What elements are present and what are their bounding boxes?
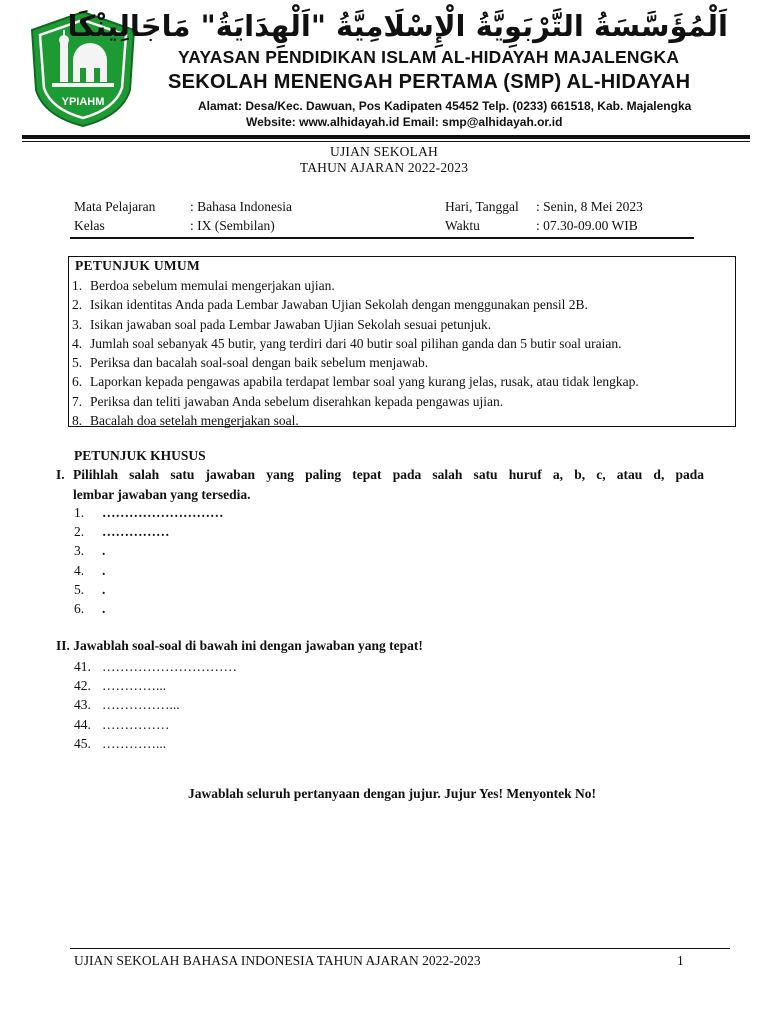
question-item: [74, 695, 237, 714]
answer-placeholder: .: [102, 543, 106, 559]
rule-number: 8.: [72, 413, 83, 429]
general-rule-item: [72, 372, 639, 391]
question-item: [74, 561, 224, 580]
general-instructions-title: PETUNJUK UMUM: [75, 258, 201, 273]
question-item: [74, 580, 224, 599]
section-1-line-2: lembar jawaban yang tersedia.: [73, 487, 251, 502]
answer-placeholder: …………...: [102, 735, 167, 751]
subject-label: Mata Pelajaran: [74, 199, 156, 214]
question-number: 42.: [74, 678, 91, 694]
question-item: [74, 734, 237, 753]
info-underline: [70, 237, 694, 239]
rule-number: 4.: [72, 335, 83, 351]
time-value: : 07.30-09.00 WIB: [536, 218, 638, 233]
exam-year: TAHUN AJARAN 2022-2023: [299, 160, 469, 175]
question-item: [74, 541, 224, 560]
class-label: Kelas: [74, 218, 105, 233]
footer-text: UJIAN SEKOLAH BAHASA INDONESIA TAHUN AJARAN 2022-2023: [74, 953, 481, 968]
rule-text: Bacalah doa setelah mengerjakan soal.: [90, 413, 299, 429]
general-instructions-list: [72, 276, 639, 430]
rule-number: 2.: [72, 297, 83, 313]
question-item: [74, 715, 237, 734]
rule-text: Berdoa sebelum memulai mengerjakan ujian.: [90, 278, 335, 293]
general-rule-item: [72, 353, 639, 372]
date-value: : Senin, 8 Mei 2023: [536, 199, 643, 214]
rule-text: Isikan jawaban soal pada Lembar Jawaban Ujian Sekolah sesuai petunjuk.: [90, 316, 492, 332]
rule-text: Laporkan kepada pengawas apabila terdapat lembar soal yang kurang jelas, rusak, atau tidak lengkap.: [90, 374, 639, 390]
section-1-line-1: Pilihlah salah satu jawaban yang paling tepat pada salah satu huruf a, b, c, atau d, pada: [73, 467, 704, 482]
question-item: [74, 522, 224, 541]
answer-placeholder: ………………………: [102, 505, 224, 520]
general-rule-item: [72, 295, 639, 314]
special-instructions-title: PETUNJUK KHUSUS: [74, 448, 206, 463]
question-number: 3.: [74, 543, 85, 559]
question-number: 43.: [74, 697, 91, 713]
class-value: : IX (Sembilan): [190, 218, 275, 233]
header-rule-thick: [22, 135, 750, 139]
general-rule-item: [72, 334, 639, 353]
logo-text: YPIAHM: [61, 96, 105, 108]
question-number: 4.: [74, 562, 85, 578]
general-rule-item: [72, 276, 639, 295]
exam-title: UJIAN SEKOLAH: [330, 144, 438, 159]
question-item: [74, 503, 224, 522]
section-1-number: I.: [56, 467, 65, 482]
general-rule-item: [72, 315, 639, 334]
general-instructions-box: [68, 256, 736, 427]
question-item: [74, 657, 237, 676]
answer-placeholder: ……………: [102, 716, 170, 732]
page-number: 1: [677, 953, 684, 968]
general-rule-item: [72, 411, 639, 430]
question-number: 6.: [74, 600, 85, 616]
answer-placeholder: .: [102, 581, 106, 597]
subject-value: : Bahasa Indonesia: [190, 199, 292, 214]
school-website: Website: www.alhidayah.id Email: smp@alhidayah.or.id: [246, 115, 563, 129]
school-address: Alamat: Desa/Kec. Dawuan, Pos Kadipaten 45452 Telp. (0233) 661518, Kab. Majalengka: [198, 99, 692, 113]
rule-text: Jumlah soal sebanyak 45 butir, yang terdiri dari 40 butir soal pilihan ganda dan 5 butir soal uraian.: [90, 335, 622, 351]
answer-placeholder: …………...: [102, 678, 167, 694]
question-number: 2.: [74, 524, 85, 540]
rule-number: 5.: [72, 355, 83, 371]
foundation-name: YAYASAN PENDIDIKAN ISLAM AL-HIDAYAH MAJALENGKA: [178, 47, 680, 67]
section-1-instruction: [56, 465, 704, 505]
date-label: Hari, Tanggal: [445, 199, 519, 214]
question-number: 1.: [74, 505, 85, 520]
rule-number: 6.: [72, 374, 83, 390]
honesty-motto: Jawablah seluruh pertanyaan dengan jujur. Jujur Yes! Menyontek No!: [188, 786, 596, 801]
arabic-foundation-name: اَلْمُؤَسَّسَةُ التَّرْبَوِيَّةُ الْإِسْلَامِيَّةُ "اَلْهِدَايَةُ" مَاجَالِينْكَا: [67, 9, 728, 43]
section-2-instruction: II. Jawablah soal-soal di bawah ini dengan jawaban yang tepat!: [56, 638, 423, 653]
question-number: 5.: [74, 581, 85, 597]
footer-rule: [70, 948, 730, 949]
rule-number: 3.: [72, 316, 83, 332]
time-label: Waktu: [445, 218, 480, 233]
question-item: [74, 599, 224, 618]
section-1-questions: [74, 503, 224, 618]
question-number: 44.: [74, 716, 91, 732]
answer-placeholder: …………………………: [102, 659, 237, 674]
rule-text: Periksa dan teliti jawaban Anda sebelum diserahkan kepada pengawas ujian.: [90, 393, 504, 409]
answer-placeholder: .: [102, 562, 106, 578]
rule-text: Isikan identitas Anda pada Lembar Jawaban Ujian Sekolah dengan menggunakan pensil 2B.: [90, 297, 588, 313]
rule-text: Periksa dan bacalah soal-soal dengan baik sebelum menjawab.: [90, 355, 429, 371]
header-rule-thin: [22, 141, 750, 142]
general-rule-item: [72, 392, 639, 411]
answer-placeholder: ……………...: [102, 697, 180, 713]
rule-number: 7.: [72, 393, 83, 409]
question-number: 41.: [74, 659, 91, 674]
question-item: [74, 676, 237, 695]
school-name: SEKOLAH MENENGAH PERTAMA (SMP) AL-HIDAYAH: [168, 71, 691, 93]
question-number: 45.: [74, 735, 91, 751]
answer-placeholder: .: [102, 600, 106, 616]
section-2-questions: [74, 657, 237, 753]
answer-placeholder: ……………: [102, 524, 170, 540]
rule-number: 1.: [72, 278, 83, 293]
